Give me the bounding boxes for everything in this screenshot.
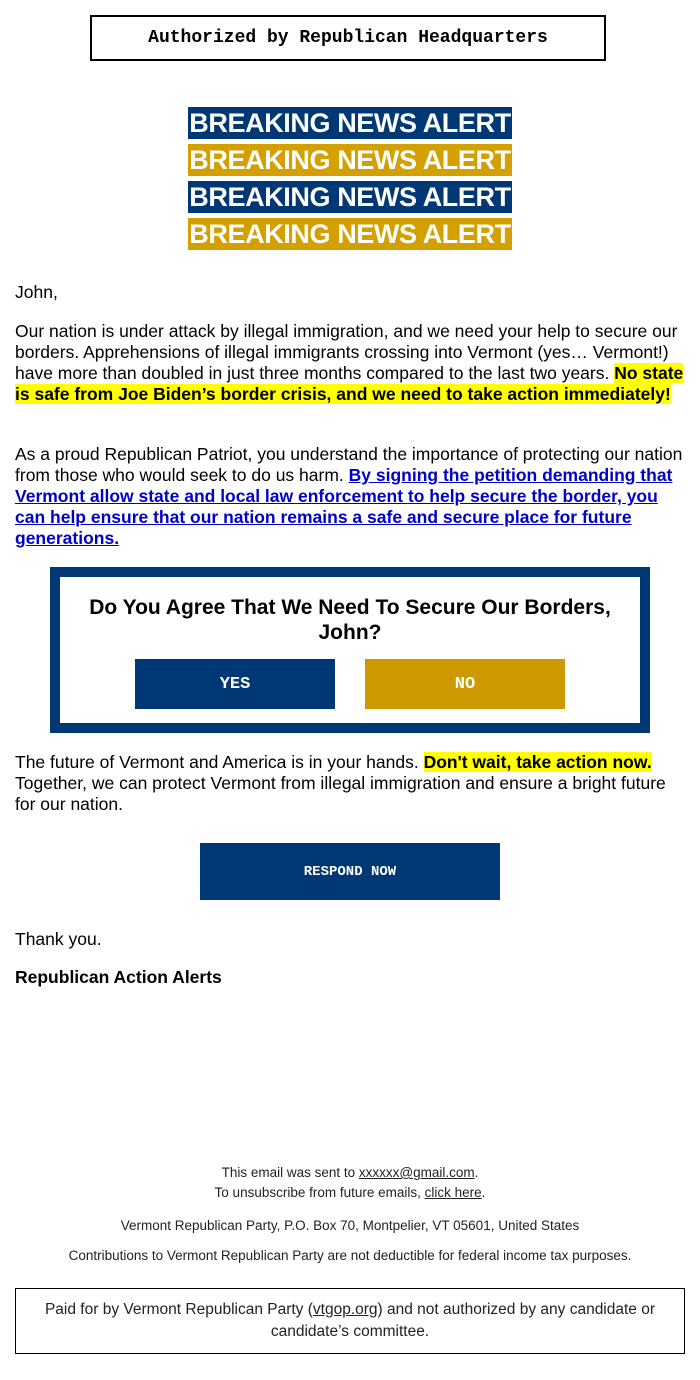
sent-to-suffix: . — [474, 1165, 479, 1180]
paid-for-suffix: ) and not authorized by any candidate or candidate’s committee. — [270, 1301, 656, 1340]
yes-button[interactable]: YES — [135, 659, 335, 709]
border-poll — [50, 567, 650, 733]
breaking-news-alert: BREAKING NEWS ALERT — [189, 219, 511, 249]
breaking-news-alert: BREAKING NEWS ALERT — [189, 108, 511, 138]
breaking-news-alerts — [188, 107, 512, 255]
no-button[interactable]: NO — [365, 659, 565, 709]
thank-you: Thank you. — [15, 929, 102, 949]
paid-for-disclaimer — [15, 1288, 685, 1354]
vtgop-link[interactable]: vtgop.org — [312, 1301, 378, 1318]
breaking-news-alert: BREAKING NEWS ALERT — [189, 145, 511, 175]
unsubscribe-line — [0, 1183, 700, 1203]
unsubscribe-link[interactable]: click here — [424, 1185, 482, 1200]
poll-question: Do You Agree That We Need To Secure Our Borders, John? — [89, 596, 611, 644]
paragraph-3-text: Together, we can protect Vermont from illegal immigration and ensure a bright future for our nation. — [15, 773, 666, 814]
sent-to-line — [0, 1163, 700, 1183]
highlighted-text: No state is safe from Joe Biden’s border crisis, and we need to take action immediately! — [15, 363, 684, 404]
paragraph-1 — [15, 321, 685, 405]
paragraph-1-text: Our nation is under attack by illegal immigration, and we need your help to secure our borders. Apprehensions of illegal immigrants crossing into Vermont (yes… Vermont!) have more than doubled in just three months compared to the last two years. — [15, 321, 678, 383]
paragraph-3 — [15, 752, 685, 815]
paid-for-text: Paid for by Vermont Republican Party ( — [44, 1301, 313, 1318]
authorized-by-text: Authorized by Republican Headquarters — [148, 28, 548, 48]
paragraph-3-text: The future of Vermont and America is in your hands. — [15, 752, 424, 772]
unsubscribe-suffix: . — [481, 1185, 486, 1200]
unsubscribe-text: To unsubscribe from future emails, — [214, 1185, 425, 1200]
breaking-news-alert: BREAKING NEWS ALERT — [189, 182, 511, 212]
sent-to-text: This email was sent to — [221, 1165, 359, 1180]
mailing-address: Vermont Republican Party, P.O. Box 70, Montpelier, VT 05601, United States — [120, 1218, 580, 1233]
greeting: John, — [15, 282, 58, 302]
authorized-by-banner — [90, 15, 606, 61]
highlighted-text: Don't wait, take action now. — [423, 752, 652, 772]
petition-link[interactable]: By signing the petition demanding that Vermont allow state and local law enforcement to help secure the border, you can help ensure that our nation remains a safe and secure place for future generations. — [15, 465, 673, 548]
email-link[interactable]: xxxxxx@gmail.com — [358, 1165, 475, 1180]
respond-now-button[interactable]: RESPOND NOW — [200, 843, 500, 900]
paragraph-2 — [15, 444, 685, 549]
tax-disclaimer: Contributions to Vermont Republican Party are not deductible for federal income tax purposes. — [68, 1248, 632, 1263]
paragraph-2-text: As a proud Republican Patriot, you understand the importance of protecting our nation from those who would seek to do us harm. — [15, 444, 683, 485]
signature: Republican Action Alerts — [15, 967, 222, 987]
